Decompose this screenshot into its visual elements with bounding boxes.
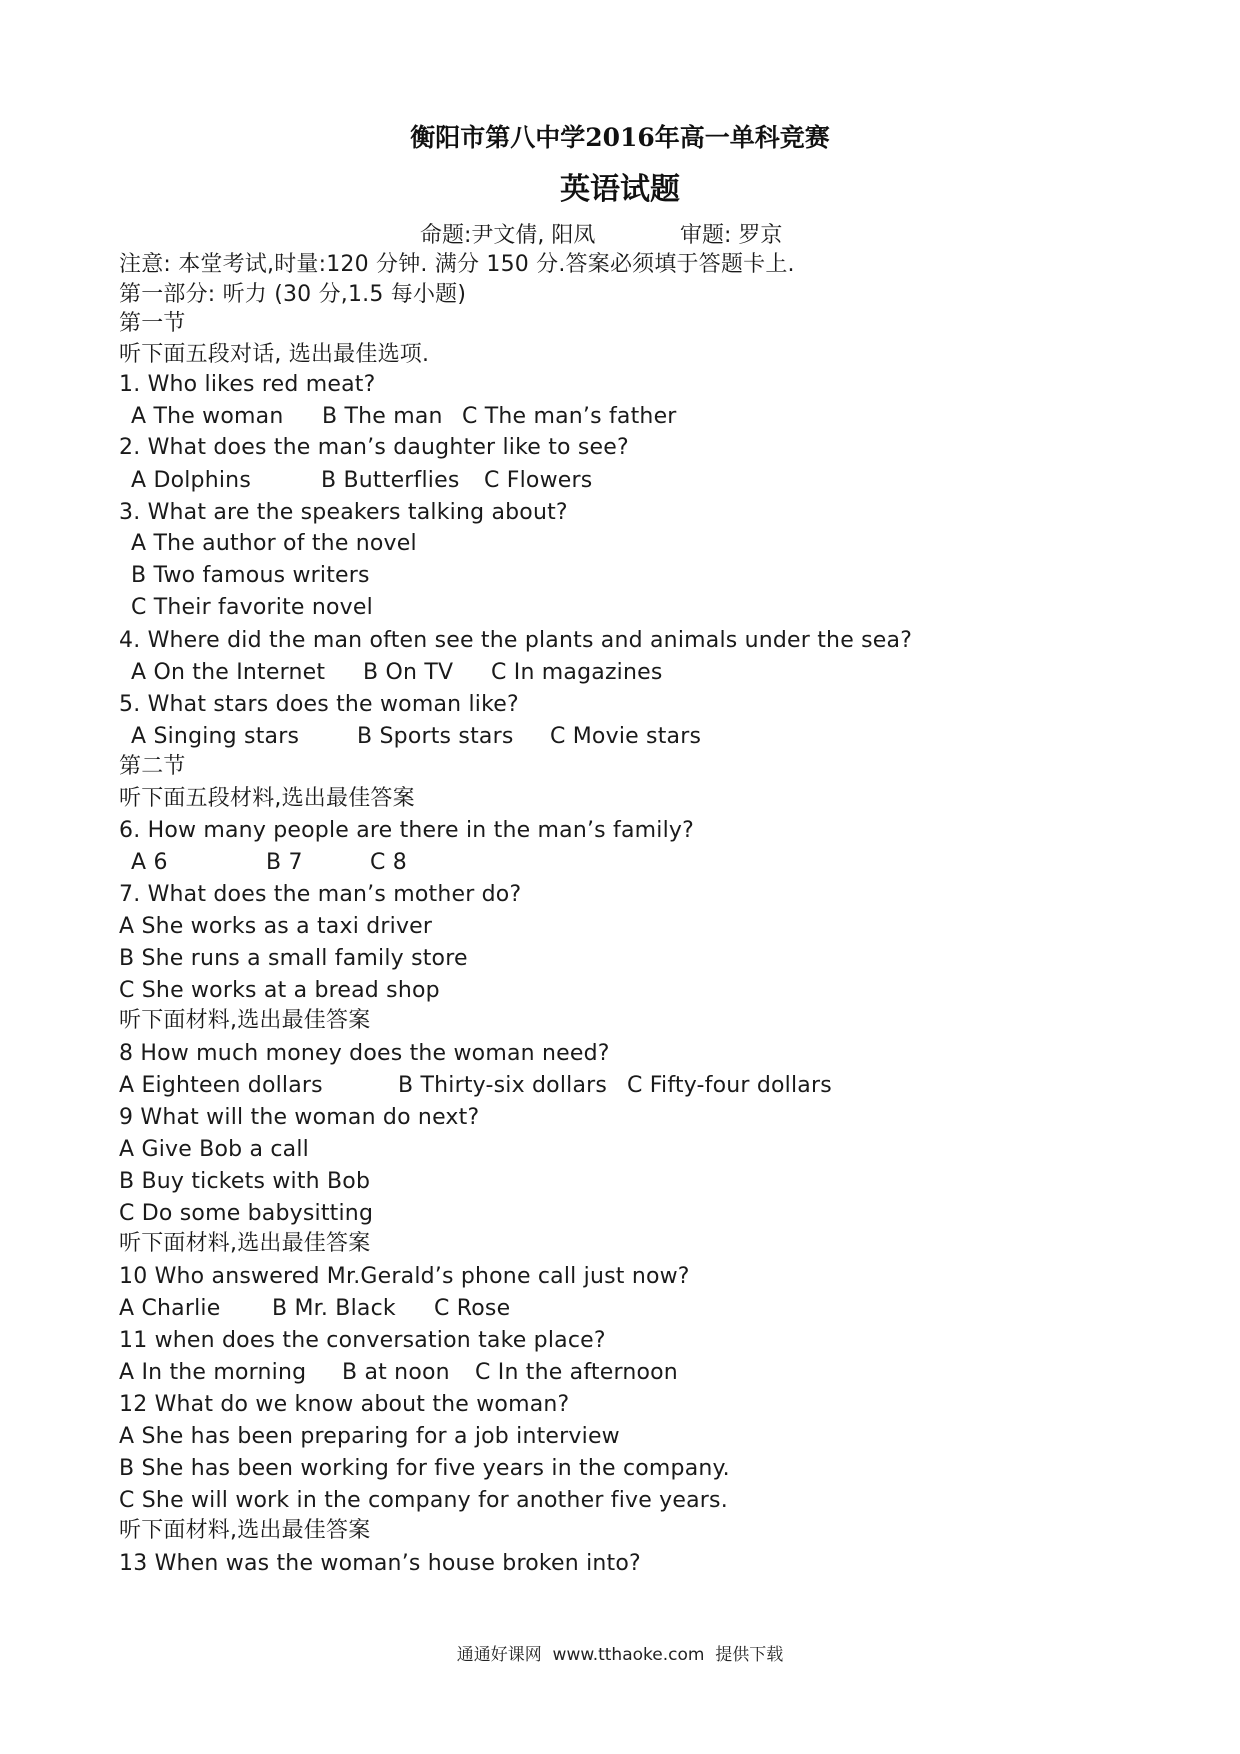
question-2: 2. What does the man’s daughter like to see? — [119, 435, 629, 460]
question-10: 10 Who answered Mr.Gerald’s phone call just now? — [119, 1264, 690, 1289]
q8-option-c: C Fifty-four dollars — [627, 1073, 832, 1098]
section-instruction: 听下面材料,选出最佳答案 — [119, 1231, 371, 1256]
q10-option-c: C Rose — [434, 1296, 511, 1321]
q4-option-c: C In magazines — [491, 660, 663, 685]
q7-option-a: A She works as a taxi driver — [119, 914, 433, 939]
section-instruction: 听下面材料,选出最佳答案 — [119, 1518, 371, 1543]
q1-option-b: B The man — [322, 404, 443, 429]
reviewer: 审题: 罗京 — [680, 223, 783, 248]
q12-option-a: A She has been preparing for a job interview — [119, 1424, 620, 1449]
question-3: 3. What are the speakers talking about? — [119, 500, 568, 525]
q5-option-b: B Sports stars — [357, 724, 514, 749]
q2-option-b: B Butterflies — [321, 468, 460, 493]
question-6: 6. How many people are there in the man’s family? — [119, 818, 695, 843]
q9-option-b: B Buy tickets with Bob — [119, 1169, 371, 1194]
q5-option-a: A Singing stars — [131, 724, 300, 749]
q11-option-c: C In the afternoon — [475, 1360, 678, 1385]
q8-option-a: A Eighteen dollars — [119, 1073, 323, 1098]
authors: 命题:尹文倩, 阳凤 — [420, 223, 596, 248]
q8-option-b: B Thirty-six dollars — [398, 1073, 608, 1098]
q2-option-a: A Dolphins — [131, 468, 251, 493]
q7-option-b: B She runs a small family store — [119, 946, 468, 971]
question-5: 5. What stars does the woman like? — [119, 692, 519, 717]
q4-option-a: A On the Internet — [131, 660, 326, 685]
section-instruction: 听下面五段材料,选出最佳答案 — [119, 786, 415, 811]
exam-title: 衡阳市第八中学2016年高一单科竞赛 — [410, 123, 830, 152]
q5-option-c: C Movie stars — [550, 724, 702, 749]
footer-watermark: 通通好课网 www.tthaoke.com 提供下载 — [456, 1645, 784, 1665]
question-7: 7. What does the man’s mother do? — [119, 882, 522, 907]
q1-option-c: C The man’s father — [462, 404, 677, 429]
question-9: 9 What will the woman do next? — [119, 1105, 480, 1130]
question-11: 11 when does the conversation take place? — [119, 1328, 606, 1353]
q9-option-c: C Do some babysitting — [119, 1201, 374, 1226]
question-12: 12 What do we know about the woman? — [119, 1392, 570, 1417]
section-instruction: 听下面材料,选出最佳答案 — [119, 1008, 371, 1033]
section-heading: 第二节 — [119, 754, 186, 779]
q10-option-b: B Mr. Black — [272, 1296, 396, 1321]
q9-option-a: A Give Bob a call — [119, 1137, 309, 1162]
q10-option-a: A Charlie — [119, 1296, 221, 1321]
q6-option-b: B 7 — [266, 850, 303, 875]
section-instruction: 听下面五段对话, 选出最佳选项. — [119, 342, 430, 367]
q1-option-a: A The woman — [131, 404, 284, 429]
question-1: 1. Who likes red meat? — [119, 372, 376, 397]
q7-option-c: C She works at a bread shop — [119, 978, 440, 1003]
q3-option-b: B Two famous writers — [131, 563, 370, 588]
exam-subtitle: 英语试题 — [560, 172, 680, 207]
question-8: 8 How much money does the woman need? — [119, 1041, 610, 1066]
q2-option-c: C Flowers — [484, 468, 593, 493]
q12-option-b: B She has been working for five years in the company. — [119, 1456, 730, 1481]
q3-option-a: A The author of the novel — [131, 531, 417, 556]
question-4: 4. Where did the man often see the plants and animals under the sea? — [119, 628, 913, 653]
q12-option-c: C She will work in the company for another five years. — [119, 1488, 728, 1513]
part-heading: 第一部分: 听力 (30 分,1.5 每小题) — [119, 282, 467, 307]
q6-option-a: A 6 — [131, 850, 168, 875]
q11-option-b: B at noon — [342, 1360, 450, 1385]
section-heading: 第一节 — [119, 311, 186, 336]
notice: 注意: 本堂考试,时量:120 分钟. 满分 150 分.答案必须填于答题卡上. — [119, 252, 795, 277]
q11-option-a: A In the morning — [119, 1360, 307, 1385]
question-13: 13 When was the woman’s house broken into? — [119, 1551, 641, 1576]
q3-option-c: C Their favorite novel — [131, 595, 373, 620]
q4-option-b: B On TV — [363, 660, 454, 685]
q6-option-c: C 8 — [370, 850, 407, 875]
